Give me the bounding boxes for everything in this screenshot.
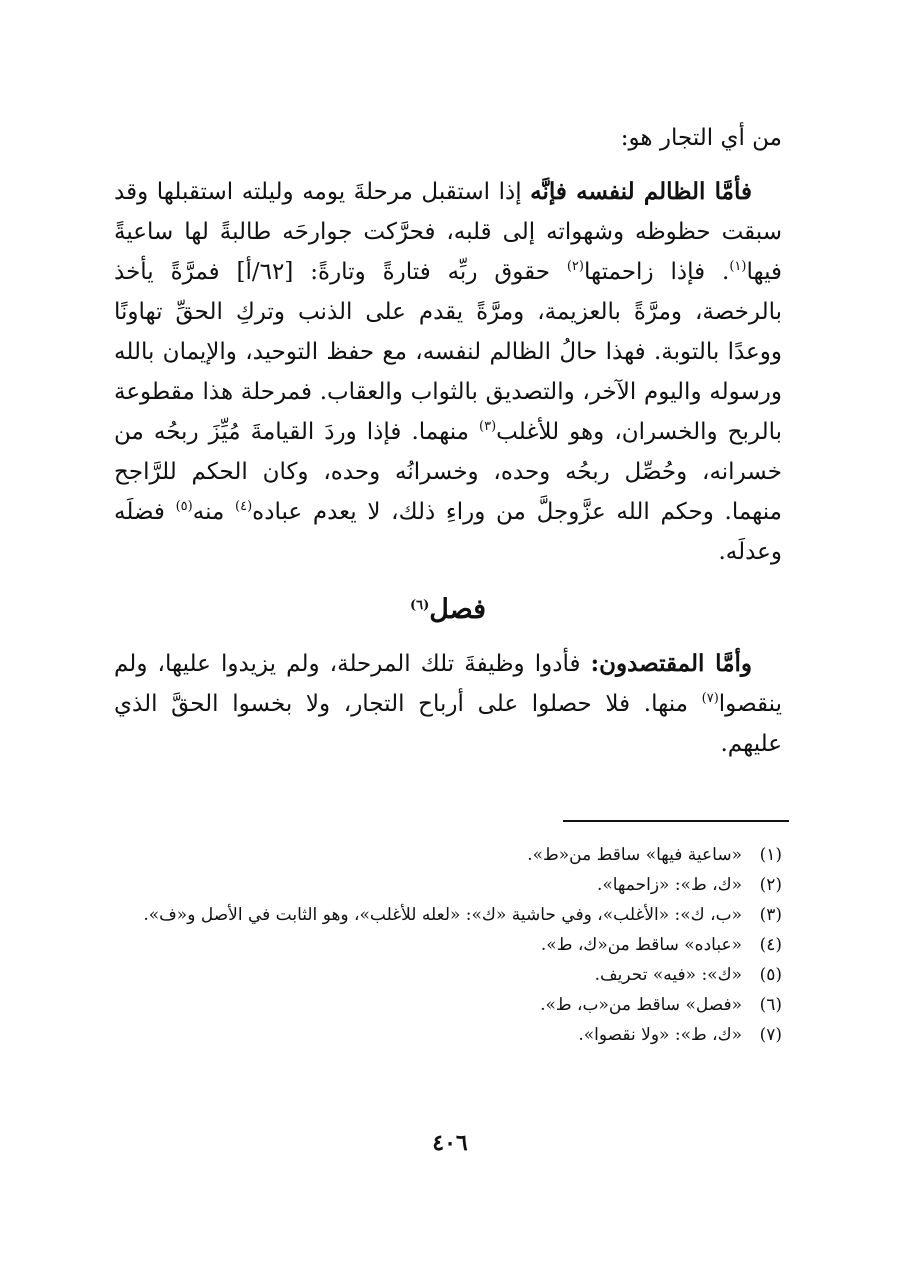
footnote-item bbox=[114, 960, 782, 990]
footnote-ref[interactable]: (٧) bbox=[701, 691, 719, 706]
footnote-text: «ب، ك»: «الأغلب»، وفي حاشية «ك»: «لعله للأغلب»، وهو الثابت في الأصل و«ف». bbox=[143, 905, 742, 925]
footnote-number: (٦) bbox=[759, 995, 782, 1015]
footnote-ref[interactable]: (١) bbox=[729, 259, 747, 274]
footnote-ref[interactable]: (٥) bbox=[175, 499, 193, 514]
footnote-separator bbox=[563, 820, 789, 822]
footnote-number: (٧) bbox=[759, 1025, 782, 1045]
text-run: منها. فلا حصلوا على أرباح التجار، ولا بخسوا الحقَّ الذي عليهم. bbox=[114, 691, 782, 757]
text-run: إذا استقبل مرحلةَ يومه وليلته استقبلها وقد سبقت حظوظه وشهواته إلى قلبه، فحرَّكت جوارحَه طالبةً لها ساعيةً فيها bbox=[114, 179, 782, 285]
footnote-ref[interactable]: (٤) bbox=[235, 499, 253, 514]
footnote-number: (٣) bbox=[759, 905, 782, 925]
footnote-item bbox=[114, 900, 782, 930]
paragraph-lead: وأمَّا المقتصدون: bbox=[590, 650, 753, 677]
text-run: منهما. فإذا وردَ القيامةَ مُيِّزَ ربحُه من خسرانه، وحُصِّل ربحُه وحده، وخسرانُه وحده، وكان الحكم للرَّاجح منهما. وحكم الله عزَّوجلَّ من وراءِ ذلك، لا يعدم عباده bbox=[114, 419, 782, 525]
footnote-text: «ك، ط»: «زاحمها». bbox=[596, 875, 742, 895]
footnote-number: (٢) bbox=[759, 875, 782, 895]
footnote-text: «ساعية فيها» ساقط من«ط». bbox=[527, 845, 742, 865]
text-run: حقوق ربِّه فتارةً وتارةً: [٦٢/أ] فمرَّةً يأخذ بالرخصة، ومرَّةً بالعزيمة، ومرَّةً يقدم على الذنب وتركِ الحقِّ تهاونًا ووعدًا بالتوبة. فهذا حالُ الظالم لنفسه، مع حفظ التوحيد، والإيمان بالله ورسوله واليوم الآخر، والتصديق بالثواب والعقاب. فمرحلة هذا مقطوعة بالربح والخسران، وهو للأغلب bbox=[114, 259, 782, 445]
footnote-text: «ك، ط»: «ولا نقصوا». bbox=[578, 1025, 742, 1045]
text-run: . فإذا زاحمتها bbox=[583, 259, 730, 285]
paragraph-lead: فأمَّا الظالم لنفسه فإنَّه bbox=[530, 178, 753, 205]
footnote-text: «عباده» ساقط من«ك، ط». bbox=[540, 935, 742, 955]
footnote-number: (٥) bbox=[759, 965, 782, 985]
footnotes-list bbox=[114, 840, 782, 1050]
footnote-text: «فصل» ساقط من«ب، ط». bbox=[540, 995, 742, 1015]
footnote-ref[interactable]: (٦) bbox=[409, 598, 430, 613]
footnote-item bbox=[114, 990, 782, 1020]
footnote-number: (٤) bbox=[759, 935, 782, 955]
footnote-item bbox=[114, 930, 782, 960]
text-run: فضلَه وعدلَه. bbox=[114, 499, 782, 565]
paragraph-zalim bbox=[114, 172, 782, 572]
footnote-item bbox=[114, 1020, 782, 1050]
text-run: منه bbox=[192, 499, 236, 525]
footnote-number: (١) bbox=[759, 845, 782, 865]
paragraph-muqtasidun bbox=[114, 644, 782, 764]
section-heading-text: فصل bbox=[429, 594, 487, 625]
footnote-ref[interactable]: (٣) bbox=[479, 419, 497, 434]
intro-line: من أي التجار هو: bbox=[620, 125, 782, 151]
footnote-ref[interactable]: (٢) bbox=[566, 259, 584, 274]
footnote-item bbox=[114, 840, 782, 870]
page-number: ٤٠٦ bbox=[432, 1130, 468, 1156]
footnote-text: «ك»: «فيه» تحريف. bbox=[594, 965, 742, 985]
footnote-item bbox=[114, 870, 782, 900]
main-text bbox=[114, 118, 782, 764]
text-run: فأدوا وظيفةَ تلك المرحلة، ولم يزيدوا عليها، ولم ينقصوا bbox=[114, 651, 782, 717]
section-heading bbox=[114, 590, 782, 630]
